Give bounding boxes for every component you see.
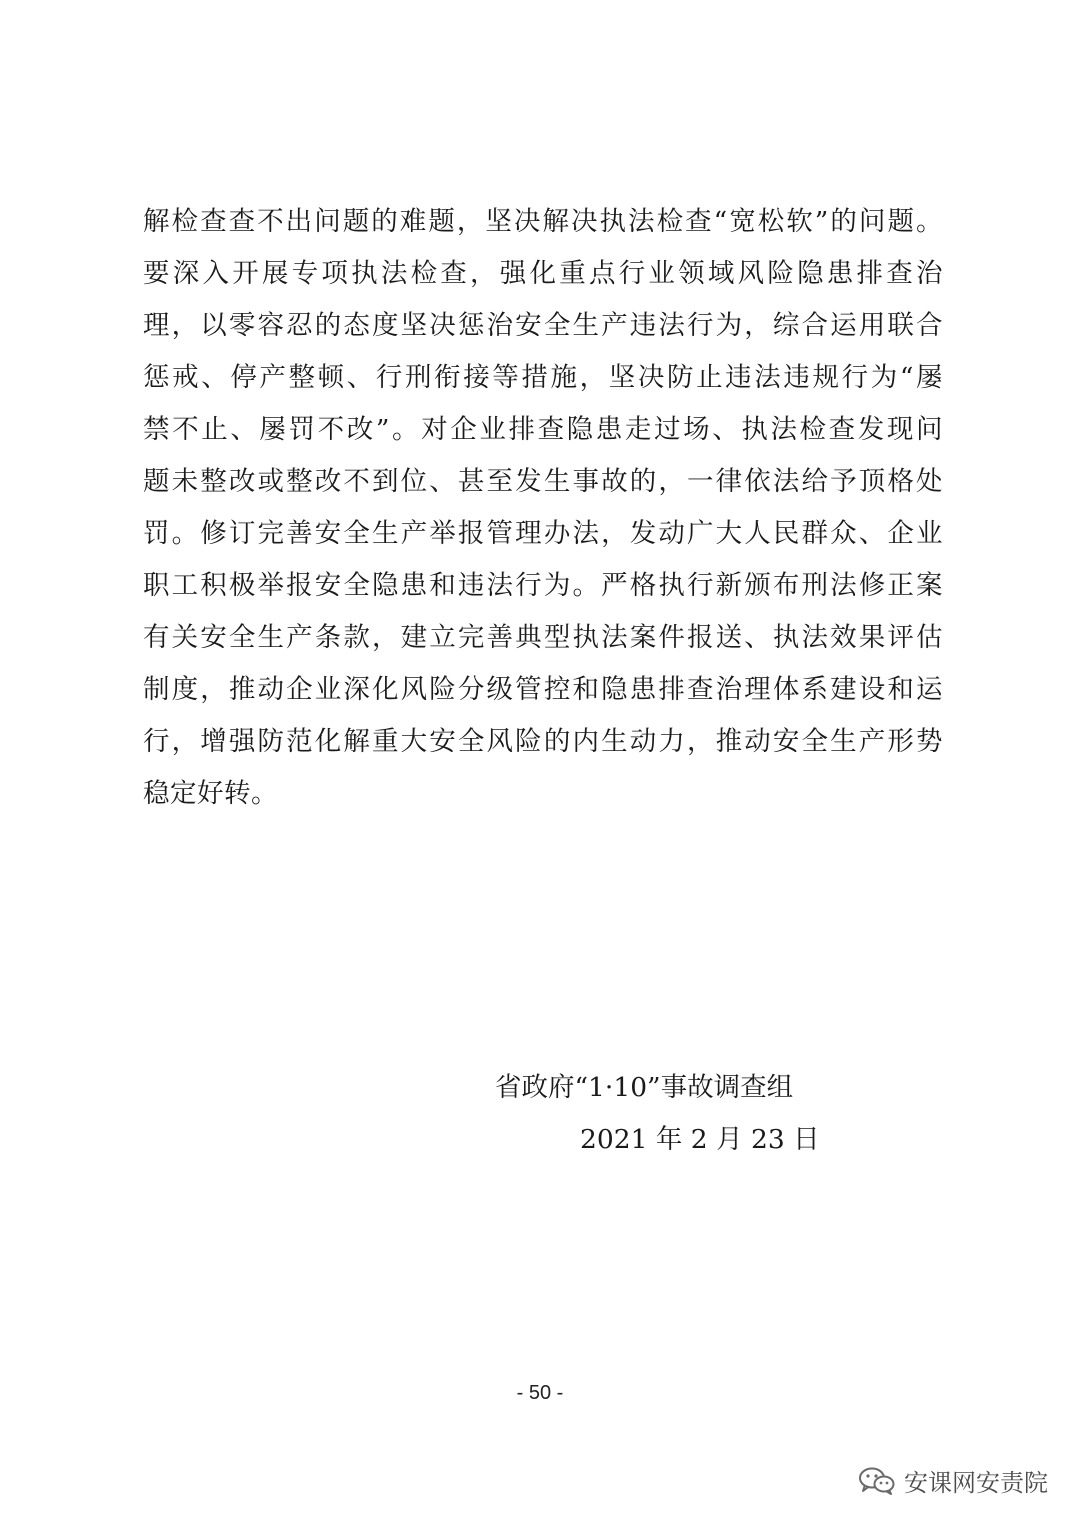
signature-date: 2021 年 2 月 23 日	[580, 1124, 820, 1155]
signature-organization: 省政府“1·10”事故调查组	[495, 1072, 794, 1103]
wechat-icon	[858, 1466, 896, 1496]
body-paragraph	[143, 196, 943, 820]
body-line: 罚。修订完善安全生产举报管理办法，发动广大人民群众、企业	[143, 518, 943, 549]
body-line: 理，以零容忍的态度坚决惩治安全生产违法行为，综合运用联合	[143, 310, 943, 341]
body-line: 禁不止、屡罚不改”。对企业排查隐患走过场、执法检查发现问	[143, 414, 943, 445]
body-line: 稳定好转。	[143, 778, 278, 809]
body-line: 行，增强防范化解重大安全风险的内生动力，推动安全生产形势	[143, 726, 943, 757]
body-line: 惩戒、停产整顿、行刑衔接等措施，坚决防止违法违规行为“屡	[143, 362, 943, 393]
watermark	[858, 1463, 1048, 1498]
body-line: 职工积极举报安全隐患和违法行为。严格执行新颁布刑法修正案	[143, 570, 943, 601]
body-line: 题未整改或整改不到位、甚至发生事故的，一律依法给予顶格处	[143, 466, 943, 497]
page-number: - 50 -	[516, 1382, 564, 1404]
body-line: 制度，推动企业深化风险分级管控和隐患排查治理体系建设和运	[143, 674, 943, 705]
body-line: 要深入开展专项执法检查，强化重点行业领域风险隐患排查治	[143, 258, 943, 289]
body-line: 解检查查不出问题的难题，坚决解决执法检查“宽松软”的问题。	[143, 206, 943, 237]
watermark-text: 安课网安责院	[904, 1469, 1048, 1497]
body-line: 有关安全生产条款，建立完善典型执法案件报送、执法效果评估	[143, 622, 943, 653]
